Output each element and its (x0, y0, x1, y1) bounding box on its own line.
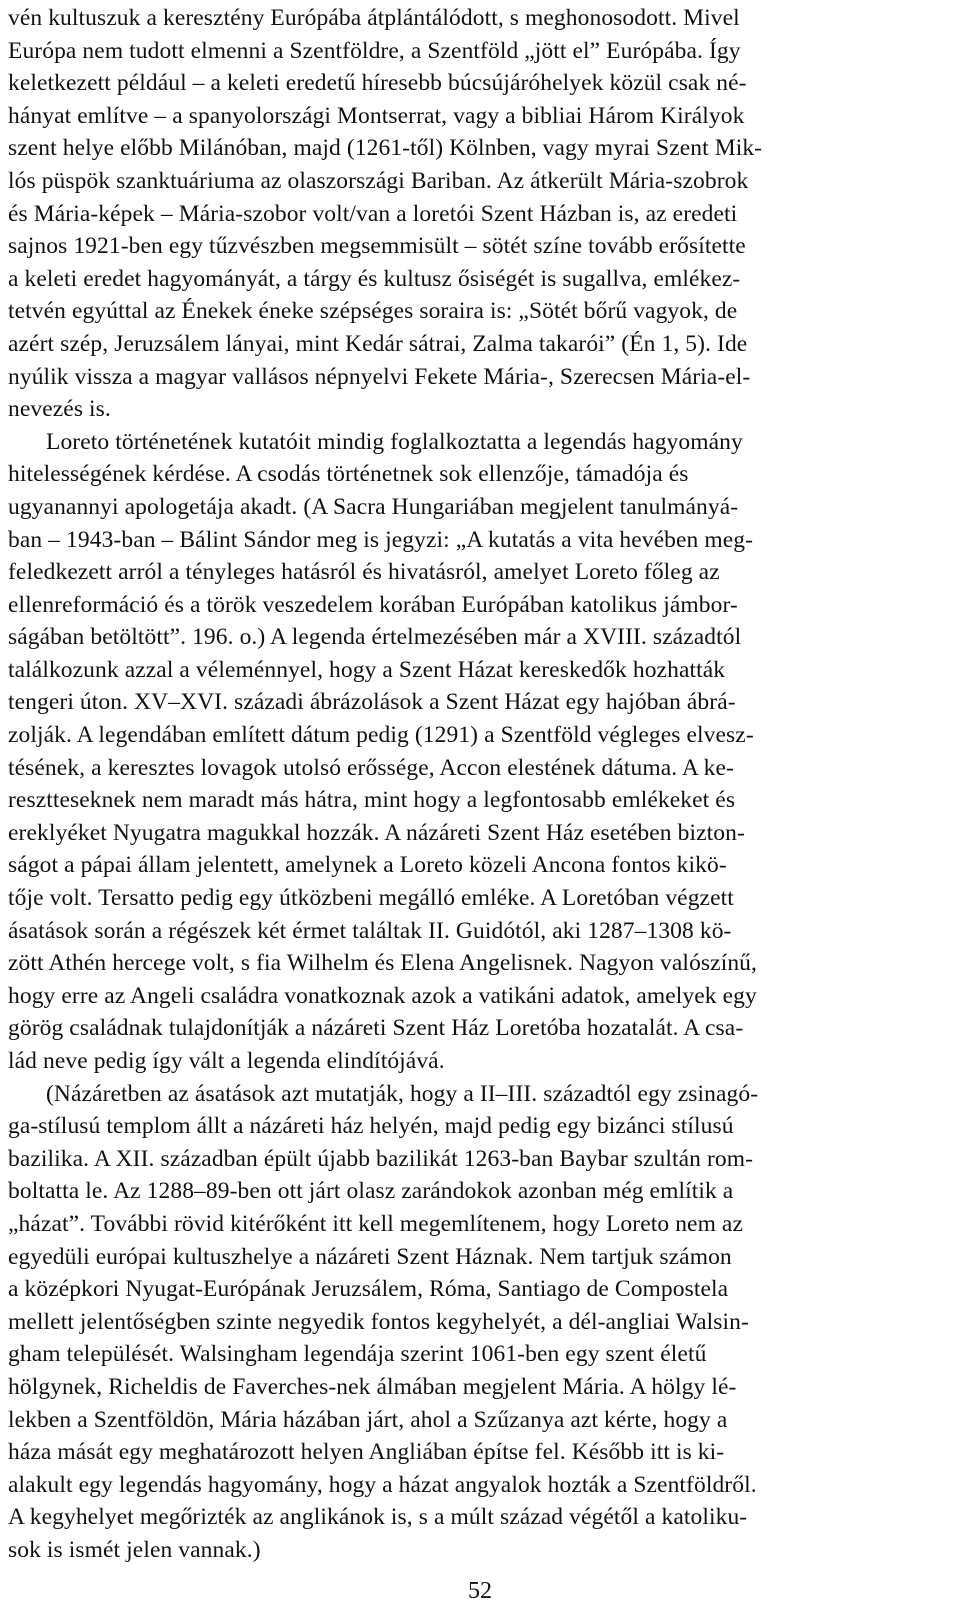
text-line: lekben a Szentföldön, Mária házában járt, ahol a Szűzanya azt kérte, hogy a (8, 1406, 728, 1433)
text-line: tésének, a keresztes lovagok utolsó erőssége, Accon elestének dátuma. A ke- (8, 754, 734, 781)
text-line: hölgynek, Richeldis de Faverches-nek álmában megjelent Mária. A hölgy lé- (8, 1373, 737, 1400)
text-line: ugyanannyi apologetája akadt. (A Sacra Hungariában megjelent tanulmányá- (8, 493, 739, 520)
text-line: tetvén egyúttal az Énekek éneke szépséges soraira is: „Sötét bőrű vagyok, de (8, 298, 738, 325)
text-line: görög családnak tulajdonítják a názáreti Szent Ház Loretóba hozatalát. A csa- (8, 1015, 744, 1042)
text-line: találkozunk azzal a véleménnyel, hogy a Szent Házat kereskedők hozhatták (8, 656, 726, 683)
text-line: azért szép, Jeruzsálem lányai, mint Kedár sátrai, Zalma takarói” (Én 1, 5). Ide (8, 330, 748, 357)
text-line: mellett jelentőségben szinte negyedik fontos kegyhelyét, a dél-angliai Walsin- (8, 1308, 749, 1335)
text-line: ban – 1943-ban – Bálint Sándor meg is jegyzi: „A kutatás a vita hevében meg- (8, 526, 754, 553)
text-line: a középkori Nyugat-Európának Jeruzsálem, Róma, Santiago de Compostela (8, 1276, 729, 1303)
text-line: ellenreformáció és a török veszedelem korában Európában katolikus jámbor- (8, 591, 738, 618)
text-line: tengeri úton. XV–XVI. századi ábrázolások a Szent Házat egy hajóban ábrá- (8, 689, 736, 716)
text-line: egyedüli európai kultuszhelye a názáreti Szent Háznak. Nem tartjuk számon (8, 1243, 732, 1270)
text-line: boltatta le. Az 1288–89-ben ott járt olasz zarándokok azonban még említik a (8, 1178, 734, 1205)
text-line: zött Athén hercege volt, s fia Wilhelm és Elena Angelisnek. Nagyon valószínű, (8, 950, 757, 977)
text-line: ságában betöltött”. 196. o.) A legenda értelmezésében már a XVIII. századtól (8, 624, 742, 651)
text-line: sok is ismét jelen vannak.) (8, 1536, 261, 1563)
text-line: nyúlik vissza a magyar vallásos népnyelvi Fekete Mária-, Szerecsen Mária-el- (8, 363, 751, 390)
text-line: bazilika. A XII. században épült újabb bazilikát 1263-ban Baybar szultán rom- (8, 1145, 754, 1172)
text-line: háza mását egy meghatározott helyen Angliában építse fel. Később itt is ki- (8, 1439, 725, 1466)
text-line: feledkezett arról a tényleges hatásról és hivatásról, amelyet Loreto főleg az (8, 559, 720, 586)
text-line: ga-stílusú templom állt a názáreti ház helyén, majd pedig egy bizánci stílusú (8, 1113, 734, 1140)
text-line: lós püspök szanktuáriuma az olaszországi Bariban. Az átkerült Mária-szobrok (8, 167, 749, 194)
body-text (8, 2, 928, 1567)
text-line: lád neve pedig így vált a legenda elindítójává. (8, 1048, 445, 1074)
text-line: zolják. A legendában említett dátum pedig (1291) a Szentföld végleges elvesz- (8, 722, 754, 749)
paragraph-start-line: Loreto történetének kutatóit mindig foglalkoztatta a legendás hagyomány (46, 428, 743, 455)
text-line: gham települését. Walsingham legendája szerint 1061-ben egy szent életű (8, 1341, 707, 1368)
text-line: alakult egy legendás hagyomány, hogy a házat angyalok hozták a Szentföldről. (8, 1471, 757, 1498)
text-line: tője volt. Tersatto pedig egy útközbeni megálló emléke. A Loretóban végzett (8, 885, 734, 912)
paragraph-start-line: (Názáretben az ásatások azt mutatják, hogy a II–III. századtól egy zsinagó- (46, 1080, 759, 1107)
text-line: keletkezett például – a keleti eredetű híresebb búcsújáróhelyek közül csak né- (8, 70, 747, 97)
text-line: nevezés is. (8, 396, 111, 423)
text-line: hitelességének kérdése. A csodás történetnek sok ellenzője, támadója és (8, 461, 689, 488)
text-line: hányat említve – a spanyolországi Montserrat, vagy a bibliai Három Királyok (8, 102, 745, 129)
text-line: ságot a pápai állam jelentett, amelynek a Loreto közeli Ancona fontos kikö- (8, 852, 727, 879)
page-number: 52 (468, 1578, 492, 1604)
text-line: a keleti eredet hagyományát, a tárgy és kultusz ősiségét is sugallva, emlékez- (8, 265, 741, 292)
text-line: hogy erre az Angeli családra vonatkoznak azok a vatikáni adatok, amelyek egy (8, 982, 757, 1009)
text-line: A kegyhelyet megőrizték az anglikánok is, s a múlt század végétől a katoliku- (8, 1504, 748, 1531)
text-line: ereklyéket Nyugatra magukkal hozzák. A názáreti Szent Ház esetében bizton- (8, 819, 745, 846)
text-line: sajnos 1921-ben egy tűzvészben megsemmisült – sötét színe tovább erősítette (8, 233, 746, 260)
text-line: szent helye előbb Milánóban, majd (1261-től) Kölnben, vagy myrai Szent Mik- (8, 135, 763, 162)
text-line: vén kultuszuk a keresztény Európába átplántálódott, s meghonosodott. Mivel (8, 5, 740, 31)
text-line: ásatások során a régészek két érmet találtak II. Guidótól, aki 1287–1308 kö- (8, 917, 732, 944)
text-line: resztteseknek nem maradt más hátra, mint hogy a legfontosabb emlékeket és (8, 787, 736, 814)
text-line: „házat”. További rövid kitérőként itt kell megemlítenem, hogy Loreto nem az (8, 1210, 743, 1237)
text-line: Európa nem tudott elmenni a Szentföldre, a Szentföld „jött el” Európába. Így (8, 37, 741, 64)
text-line: és Mária-képek – Mária-szobor volt/van a loretói Szent Házban is, az eredeti (8, 200, 738, 227)
